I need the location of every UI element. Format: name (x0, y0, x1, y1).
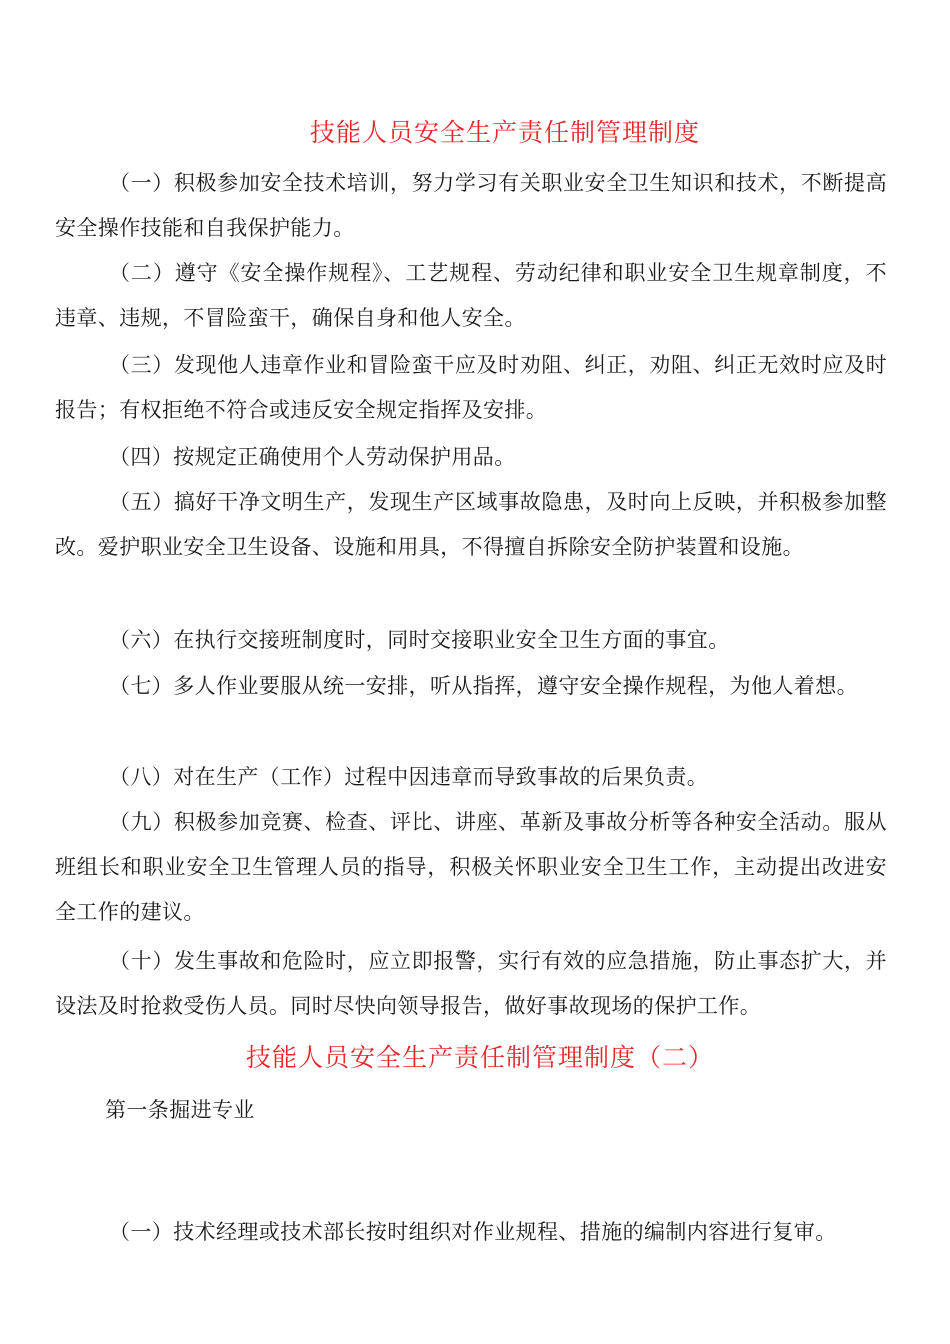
clause-5: （五）搞好干净文明生产，发现生产区域事故隐患，及时向上反映，并积极参加整改。爱护职业安全卫生设备、设施和用具，不得擅自拆除安全防护装置和设施。 (55, 490, 887, 559)
clause-4: （四）按规定正确使用个人劳动保护用品。 (109, 445, 516, 469)
document-title: 技能人员安全生产责任制管理制度 (309, 118, 700, 147)
clause-9: （九）积极参加竞赛、检查、评比、讲座、革新及事故分析等各种安全活动。服从班组长和职业安全卫生管理人员的指导，积极关怀职业安全卫生工作，主动提出改进安全工作的建议。 (55, 810, 887, 924)
clause-8: （八）对在生产（工作）过程中因违章而导致事故的后果负责。 (109, 765, 709, 789)
clause-7: （七）多人作业要服从统一安排，听从指挥，遵守安全操作规程，为他人着想。 (109, 674, 858, 698)
clause-2: （二）遵守《安全操作规程》、工艺规程、劳动纪律和职业安全卫生规章制度，不违章、违规，不冒险蛮干，确保自身和他人安全。 (55, 261, 887, 330)
clause-10: （十）发生事故和危险时，应立即报警，实行有效的应急措施，防止事态扩大，并设法及时抢救受伤人员。同时尽快向领导报告，做好事故现场的保护工作。 (55, 949, 887, 1018)
clause-3: （三）发现他人违章作业和冒险蛮干应及时劝阻、纠正，劝阻、纠正无效时应及时报告；有权拒绝不符合或违反安全规定指挥及安排。 (55, 353, 887, 422)
document-title-2: 技能人员安全生产责任制管理制度（二） (245, 1043, 714, 1072)
clause-1: （一）积极参加安全技术培训，努力学习有关职业安全卫生知识和技术，不断提高安全操作技能和自我保护能力。 (55, 171, 887, 240)
article-1-clause-1: （一）技术经理或技术部长按时组织对作业规程、措施的编制内容进行复审。 (109, 1220, 837, 1244)
clause-6: （六）在执行交接班制度时，同时交接职业安全卫生方面的事宜。 (109, 628, 730, 652)
article-heading: 第一条掘进专业 (105, 1098, 255, 1122)
